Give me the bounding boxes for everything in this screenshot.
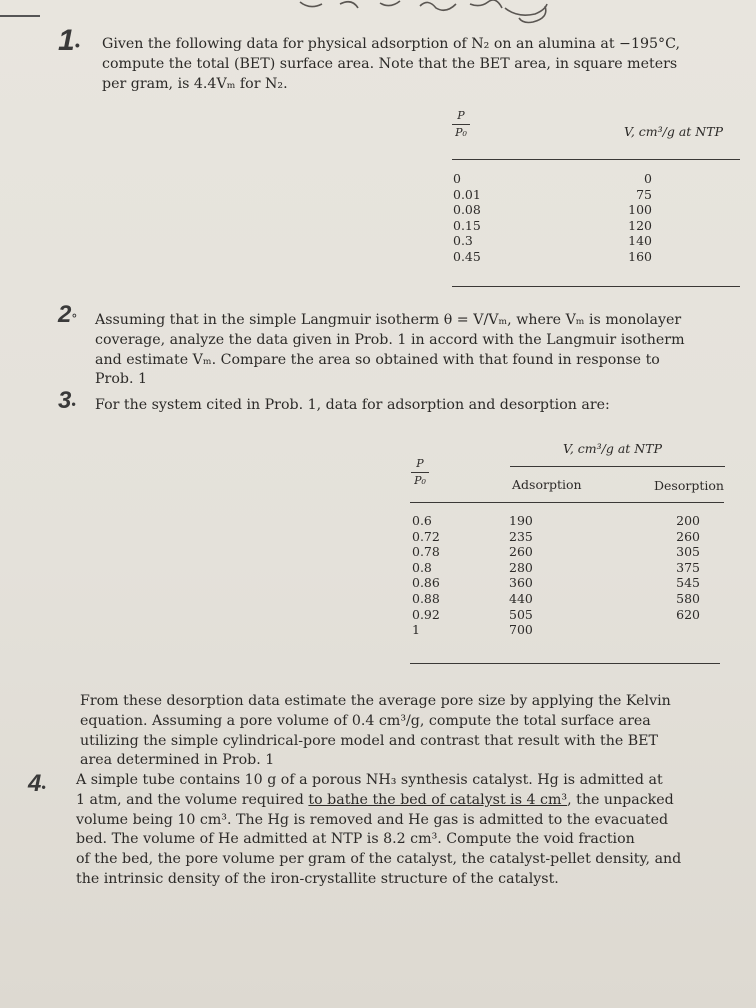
problem-4-line: volume being 10 cm³. The Hg is removed and He gas is admitted to the evacuated <box>76 811 669 828</box>
table-cell: 360 <box>509 575 533 591</box>
problem-number-1: 1• <box>58 24 80 57</box>
table-cell: 0.3 <box>453 233 473 249</box>
table-cell: 0.15 <box>453 217 481 233</box>
problem-3-line: utilizing the simple cylindrical-pore model and contrast that result with the BET <box>80 732 658 749</box>
problem-4-line: 1 atm, and the volume required to bathe the bed of catalyst is 4 cm³, the unpacked <box>76 791 674 808</box>
problem-1-line: compute the total (BET) surface area. Note that the BET area, in square meters <box>102 55 678 72</box>
table-cell: 140 <box>628 233 652 249</box>
table-cell: 100 <box>628 202 652 218</box>
table-cell: 280 <box>509 559 533 575</box>
problem-2-line: Prob. 1 <box>95 371 147 388</box>
table-cell: 0.92 <box>412 606 440 622</box>
table-cell: 190 <box>509 513 533 528</box>
underlined-phrase: to bathe the bed of catalyst is 4 cm³ <box>308 791 568 808</box>
table-cell: 0.8 <box>412 559 432 575</box>
problem-3-continuation <box>80 692 671 771</box>
table-cell: 1 <box>412 622 420 638</box>
table-cell: 0.86 <box>412 575 440 591</box>
table1-p-ratio-column <box>453 171 513 265</box>
problem-4-line: A simple tube contains 10 g of a porous NH₃ synthesis catalyst. Hg is admitted at <box>76 772 663 788</box>
table1-col1-header: P P₀ <box>452 110 470 139</box>
table-cell: 440 <box>509 590 533 606</box>
table2-desorption-header: Desorption <box>654 478 724 493</box>
table2-adsorption-header: Adsorption <box>512 477 582 492</box>
table2-p-ratio-column <box>412 513 472 638</box>
table1-col2-header: V, cm³/g at NTP <box>624 124 723 139</box>
table-cell: 120 <box>628 217 652 233</box>
table2-group-header: V, cm³/g at NTP <box>563 441 662 456</box>
table2-bottom-rule <box>410 663 720 664</box>
problem-4-text <box>76 771 681 890</box>
table-cell: 0 <box>453 171 461 186</box>
table1-volume-column <box>600 171 652 265</box>
problem-2-line: Assuming that in the simple Langmuir isotherm θ = V/Vₘ, where Vₘ is monolayer <box>95 312 682 328</box>
problem-3-line: area determined in Prob. 1 <box>80 752 275 769</box>
table2-group-rule <box>510 466 725 467</box>
problem-number-2: 2° <box>58 301 77 328</box>
problem-4-line: of the bed, the pore volume per gram of the catalyst, the catalyst-pellet density, and <box>76 851 682 868</box>
problem-3-line: equation. Assuming a pore volume of 0.4 cm³/g, compute the total surface area <box>80 712 651 729</box>
table-cell: 545 <box>676 575 700 591</box>
table-cell: 620 <box>676 606 700 622</box>
table-cell: 0.45 <box>453 248 481 264</box>
problem-3-line: From these desorption data estimate the average pore size by applying the Kelvin <box>80 693 671 709</box>
table2-desorption-column <box>650 513 700 622</box>
problem-3-text <box>95 396 610 416</box>
table-cell: 260 <box>509 544 533 560</box>
table2-adsorption-column <box>509 513 559 638</box>
table-cell: 700 <box>509 622 533 638</box>
table-cell: 505 <box>509 606 533 622</box>
problem-number-4: 4• <box>28 770 46 797</box>
handwritten-scribble <box>0 0 756 40</box>
problem-4-line: the intrinsic density of the iron-crystallite structure of the catalyst. <box>76 870 559 887</box>
table-cell: 580 <box>676 590 700 606</box>
table-cell: 0.01 <box>453 186 481 202</box>
table-cell: 0.08 <box>453 202 481 218</box>
table-cell: 375 <box>676 559 700 575</box>
table2-col1-header: P P₀ <box>411 458 429 487</box>
problem-2-line: and estimate Vₘ. Compare the area so obtained with that found in response to <box>95 351 660 368</box>
table-cell: 200 <box>676 513 700 528</box>
problem-4-line: bed. The volume of He admitted at NTP is 8.2 cm³. Compute the void fraction <box>76 831 635 848</box>
table-cell: 0 <box>644 171 652 186</box>
table1-header-rule <box>452 159 740 160</box>
table-cell: 0.88 <box>412 590 440 606</box>
table-cell: 75 <box>636 186 652 202</box>
problem-1-line: Given the following data for physical adsorption of N₂ on an alumina at −195°C, <box>102 36 680 52</box>
table-cell: 260 <box>676 528 700 544</box>
problem-number-3: 3• <box>58 387 76 414</box>
problem-2-line: coverage, analyze the data given in Prob. 1 in accord with the Langmuir isotherm <box>95 331 685 348</box>
problem-3-line: For the system cited in Prob. 1, data for adsorption and desorption are: <box>95 397 610 413</box>
table1-bottom-rule <box>452 286 740 287</box>
table-cell: 160 <box>628 248 652 264</box>
problem-1-line: per gram, is 4.4Vₘ for N₂. <box>102 75 288 92</box>
table-cell: 235 <box>509 528 533 544</box>
table-cell: 0.78 <box>412 544 440 560</box>
problem-2-text <box>95 311 685 390</box>
table-cell: 0.72 <box>412 528 440 544</box>
problem-1-text <box>102 35 680 94</box>
table-cell: 0.6 <box>412 513 432 528</box>
table2-header-rule <box>410 502 724 503</box>
table-cell: 305 <box>676 544 700 560</box>
